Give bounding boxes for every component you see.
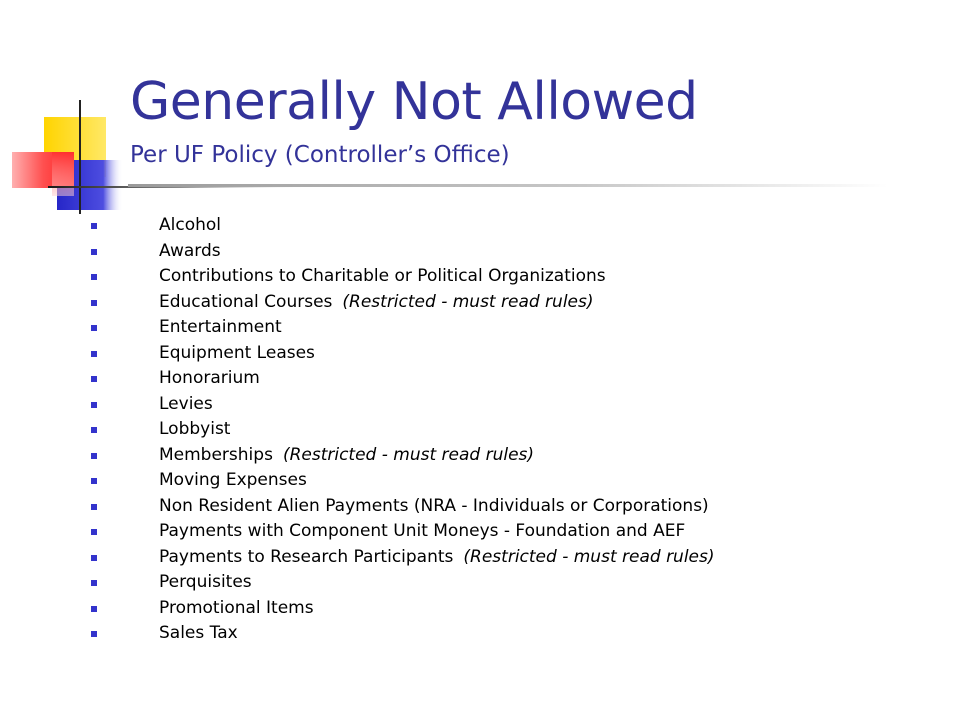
item-label: Educational Courses bbox=[159, 291, 333, 312]
square-bullet-icon bbox=[91, 325, 97, 331]
list-item bbox=[0, 315, 900, 341]
square-bullet-icon bbox=[91, 606, 97, 612]
list-item bbox=[0, 545, 900, 571]
item-label: Moving Expenses bbox=[159, 470, 307, 490]
list-item bbox=[0, 417, 900, 443]
square-bullet-icon bbox=[91, 351, 97, 357]
square-bullet-icon bbox=[91, 529, 97, 535]
square-bullet-icon bbox=[91, 249, 97, 255]
item-label: Memberships bbox=[159, 444, 273, 465]
square-bullet-icon bbox=[91, 223, 97, 229]
title-divider bbox=[128, 184, 888, 187]
list-item bbox=[0, 443, 900, 469]
item-label: Contributions to Charitable or Political Organizations bbox=[159, 266, 606, 286]
list-item bbox=[0, 392, 900, 418]
item-label: Payments with Component Unit Moneys - Foundation and AEF bbox=[159, 521, 686, 541]
list-item bbox=[0, 596, 900, 622]
item-label: Perquisites bbox=[159, 572, 252, 592]
list-item bbox=[0, 468, 900, 494]
item-label: Entertainment bbox=[159, 317, 282, 337]
item-label: Sales Tax bbox=[159, 623, 238, 643]
item-label: Awards bbox=[159, 240, 221, 261]
item-label: Non Resident Alien Payments (NRA - Individuals or Corporations) bbox=[159, 495, 709, 516]
item-label: Levies bbox=[159, 393, 213, 414]
item-label: Equipment Leases bbox=[159, 342, 315, 363]
item-note: (Restricted - must read rules) bbox=[282, 444, 535, 465]
list-item bbox=[0, 290, 900, 316]
slide-subtitle: Per UF Policy (Controller’s Office) bbox=[130, 142, 510, 168]
list-item bbox=[0, 213, 900, 239]
list-item bbox=[0, 366, 900, 392]
item-label: Honorarium bbox=[159, 368, 260, 388]
not-allowed-list bbox=[0, 213, 900, 647]
item-note: (Restricted - must read rules) bbox=[463, 546, 715, 567]
square-bullet-icon bbox=[91, 504, 97, 510]
list-item bbox=[0, 264, 900, 290]
item-note: (Restricted - must read rules) bbox=[342, 291, 594, 312]
list-item bbox=[0, 621, 900, 647]
list-item bbox=[0, 239, 900, 265]
square-bullet-icon bbox=[91, 555, 97, 561]
slide-title: Generally Not Allowed bbox=[130, 72, 698, 132]
item-label: Payments to Research Participants bbox=[159, 546, 454, 567]
square-bullet-icon bbox=[91, 402, 97, 408]
square-bullet-icon bbox=[91, 274, 97, 280]
square-bullet-icon bbox=[91, 376, 97, 382]
item-label: Lobbyist bbox=[159, 419, 231, 439]
list-item bbox=[0, 494, 900, 520]
square-bullet-icon bbox=[91, 453, 97, 459]
item-label: Promotional Items bbox=[159, 597, 314, 618]
square-bullet-icon bbox=[91, 300, 97, 306]
square-bullet-icon bbox=[91, 427, 97, 433]
list-item bbox=[0, 519, 900, 545]
list-item bbox=[0, 341, 900, 367]
list-item bbox=[0, 570, 900, 596]
item-label: Alcohol bbox=[159, 215, 221, 235]
square-bullet-icon bbox=[91, 631, 97, 637]
square-bullet-icon bbox=[91, 580, 97, 586]
square-bullet-icon bbox=[91, 478, 97, 484]
